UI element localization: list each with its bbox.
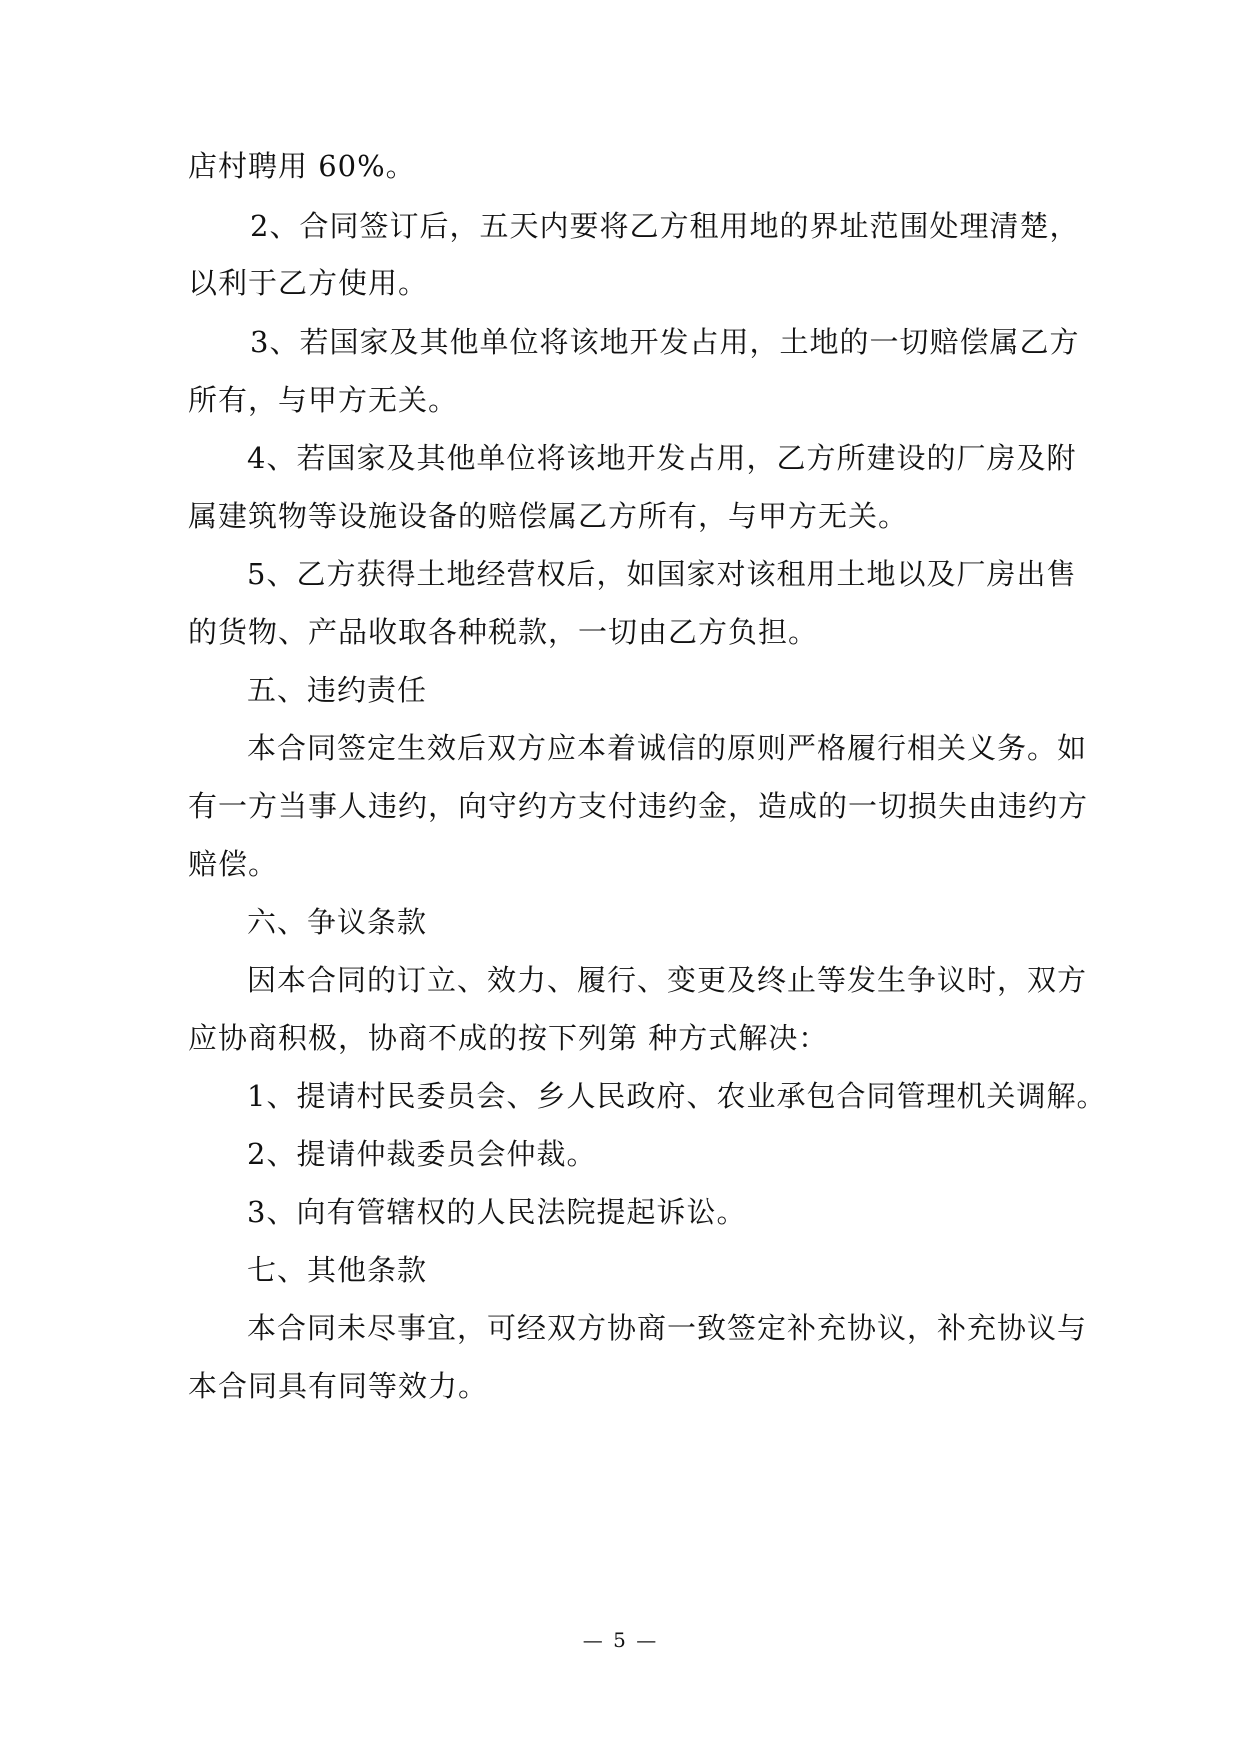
dispute-line-1: 因本合同的订立、效力、履行、变更及终止等发生争议时，双方	[247, 963, 1088, 997]
breach-line-2: 有一方当事人违约，向守约方支付违约金，造成的一切损失由违约方	[188, 789, 1089, 823]
clause-4-line-1: 4、若国家及其他单位将该地开发占用，乙方所建设的厂房及附	[247, 441, 1077, 475]
section-heading-breach: 五、违约责任	[247, 673, 428, 707]
clause-3-line-1: 3、若国家及其他单位将该地开发占用，土地的一切赔偿属乙方	[250, 325, 1080, 359]
dispute-option-1: 1、提请村民委员会、乡人民政府、农业承包合同管理机关调解。	[247, 1079, 1107, 1113]
dispute-option-3: 3、向有管辖权的人民法院提起诉讼。	[247, 1195, 747, 1229]
clause-5-line-2: 的货物、产品收取各种税款，一切由乙方负担。	[188, 615, 819, 649]
clause-3-line-2: 所有，与甲方无关。	[188, 383, 459, 417]
clause-4-line-2: 属建筑物等设施设备的赔偿属乙方所有，与甲方无关。	[188, 499, 909, 533]
dispute-line-2: 应协商积极，协商不成的按下列第 种方式解决：	[188, 1021, 829, 1055]
dispute-option-2: 2、提请仲裁委员会仲裁。	[247, 1137, 597, 1171]
page-number: — 5 —	[582, 1628, 659, 1652]
clause-2-line-2: 以利于乙方使用。	[188, 266, 429, 300]
clause-2-line-1: 2、合同签订后，五天内要将乙方租用地的界址范围处理清楚，	[250, 209, 1080, 243]
other-line-2: 本合同具有同等效力。	[188, 1369, 489, 1403]
other-line-1: 本合同未尽事宜，可经双方协商一致签定补充协议，补充协议与	[247, 1311, 1088, 1345]
paragraph-line: 店村聘用 60%。	[188, 149, 416, 183]
breach-line-1: 本合同签定生效后双方应本着诚信的原则严格履行相关义务。如	[247, 731, 1088, 765]
clause-5-line-1: 5、乙方获得土地经营权后，如国家对该租用土地以及厂房出售	[247, 557, 1077, 591]
section-heading-dispute: 六、争议条款	[247, 905, 428, 939]
breach-line-3: 赔偿。	[188, 847, 279, 881]
section-heading-other: 七、其他条款	[247, 1253, 428, 1287]
